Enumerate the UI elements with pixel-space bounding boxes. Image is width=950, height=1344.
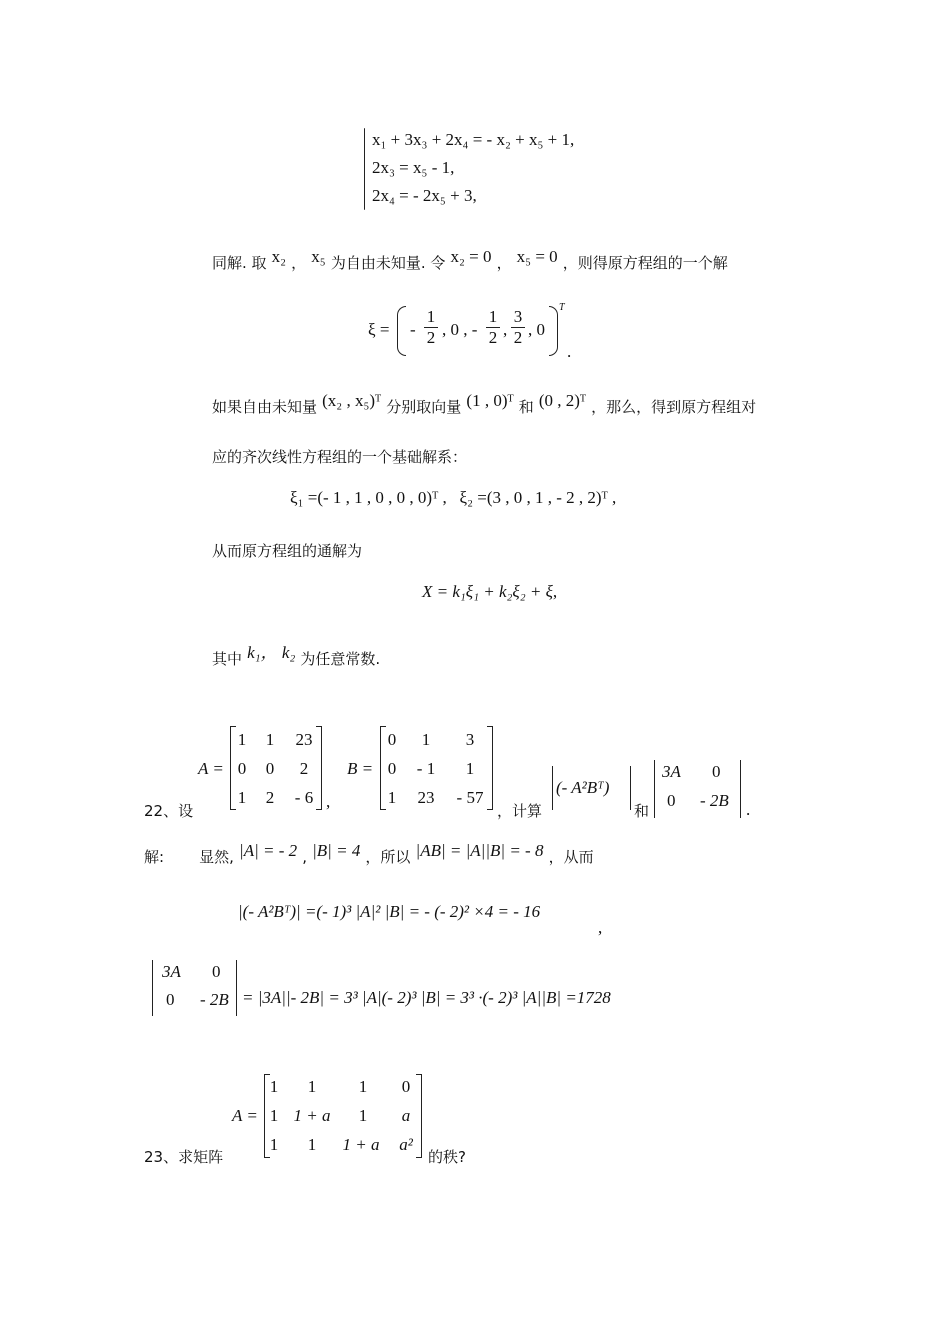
q23-cell: 1 [269, 1077, 279, 1096]
q22-det2-cell [700, 791, 729, 811]
system-eq3: 2x₄ = - 2x₅ + 3, [372, 186, 477, 205]
sol22-mat-11: - 2B [200, 990, 229, 1009]
q22-det2-11: - 2B [700, 791, 729, 810]
q23-cell: 1 [269, 1106, 279, 1125]
para2-vec: (x₂ , x₅)ᵀ [322, 391, 382, 410]
q22-label: 22、设 [144, 802, 194, 820]
q22-det1 [556, 778, 609, 798]
sol22-line3 [242, 988, 611, 1008]
sol22-line1 [144, 841, 594, 867]
para1 [212, 247, 728, 282]
sol22-detA: |A| = - 2 [239, 841, 298, 860]
q23-cell: 1 [358, 1106, 368, 1125]
q22-det2-bar-right [740, 760, 741, 818]
sol22-then: ，从而 [548, 848, 594, 866]
general-formula: X = k₁ξ₁ + k₂ξ₂ + ξ [422, 582, 553, 601]
q23-label: 23、求矩阵 [144, 1148, 224, 1166]
system-brace [364, 128, 365, 210]
xi-frac2: 1 2 [486, 307, 500, 348]
sol22-mat-cell: 0 [166, 990, 175, 1009]
para1-comma: ， [291, 254, 307, 272]
q22-A-cell: 1 [237, 730, 247, 749]
q22-end: . [746, 800, 751, 819]
general-end: , [552, 582, 558, 601]
q22-det2-cell: 0 [667, 791, 676, 810]
para2-line2: 应的齐次线性方程组的一个基础解系： [212, 448, 468, 466]
q22-comma1: , [326, 792, 331, 811]
q22-A-cell: 0 [265, 759, 275, 778]
sol22-det-bar-left [152, 960, 153, 1016]
para2-a: 如果自由未知量 [212, 398, 318, 416]
para2-and: 和 [518, 398, 534, 416]
q22-B-lhs-text: B = [347, 759, 374, 778]
basis [290, 488, 616, 508]
q23-cell: 1 [307, 1135, 317, 1154]
xi-lhs: ξ = [368, 320, 390, 339]
sol22-mat-00: 3A [162, 962, 181, 981]
para2 [212, 391, 757, 417]
xi-frac1: 1 2 [424, 307, 438, 348]
q23-A-lhs-text: A = [232, 1106, 258, 1125]
basis-xi1: ξ₁ =(- 1 , 1 , 0 , 0 , 0)ᵀ [290, 488, 439, 507]
q22-B-cell: 1 [465, 759, 475, 778]
para2-v1: (1 , 0)ᵀ [466, 391, 514, 410]
q22-B-cell: 23 [417, 788, 435, 807]
q23-cell: a² [399, 1135, 413, 1154]
q22-A-cell: 23 [295, 730, 313, 749]
sol22-detB: |B| = 4 [312, 841, 361, 860]
q22-B-cell: - 1 [416, 759, 436, 778]
q22-det2-bar-left [654, 760, 655, 818]
q23-cell: 1 [269, 1135, 279, 1154]
q22-B-cell: 0 [387, 759, 397, 778]
system-eq2: 2x₃ = x₅ - 1, [372, 158, 455, 177]
q22-det2-cell: 0 [712, 762, 721, 781]
para2-c: ，那么，得到原方程组对 [591, 398, 757, 416]
sol22-line2-text: |(- A²Bᵀ)| =(- 1)³ |A|² |B| = - (- 2)² ×4 = - 16 [238, 902, 541, 921]
q23-cell: 1 + a [342, 1135, 380, 1154]
q23-tail: 的秩? [428, 1148, 466, 1166]
para1-x2eq: x₂ = 0 [450, 247, 492, 266]
xi-paren-right [549, 306, 558, 356]
para4 [212, 644, 380, 669]
q22-A-cell: 2 [299, 759, 309, 778]
q22-A-cell: 0 [237, 759, 247, 778]
sol22-a: 显然, [199, 848, 234, 866]
q23-cell: a [401, 1106, 411, 1125]
para4-k: k₁， k₂ [247, 643, 296, 662]
q22-det2-00: 3A [662, 762, 681, 781]
xi-paren-left [397, 306, 406, 356]
q22-A-cell: 2 [265, 788, 275, 807]
basis-xi2: ξ₂ =(3 , 0 , 1 , - 2 , 2)ᵀ [459, 488, 608, 507]
q22-B-cell: 1 [421, 730, 431, 749]
para4-a: 其中 [212, 650, 243, 668]
sol22-label: 解: [144, 848, 165, 866]
para2-v2: (0 , 2)ᵀ [538, 391, 587, 410]
basis-end: , [612, 488, 617, 507]
sol22-mat-cell [200, 990, 229, 1010]
q23-cell: 1 [307, 1077, 317, 1096]
para1-lead: 同解. 取 [212, 254, 267, 272]
para1-x5eq: x₅ = 0 [516, 247, 558, 266]
q22-A-lhs [198, 759, 224, 779]
q22-B-lhs [347, 759, 373, 779]
q22-A-cell: 1 [265, 730, 275, 749]
para1-free: 为自由未知量. 令 [330, 254, 446, 272]
q22-det1-bar-left [552, 766, 553, 810]
system-eq1: x₁ + 3x₃ + 2x₄ = - x₂ + x₅ + 1, [372, 130, 575, 149]
para4-b: 为任意常数. [300, 650, 381, 668]
q22-A-lhs-text: A = [198, 759, 224, 778]
para1-x5: x₅ [311, 247, 326, 266]
para1-x2: x₂ [271, 247, 287, 266]
q22-det2-cell [662, 762, 681, 782]
q22-B-cell: 1 [387, 788, 397, 807]
q23-cell: 1 + a [293, 1106, 331, 1125]
q23-cell: 1 [358, 1077, 368, 1096]
q22-det1-bar-right [630, 766, 631, 810]
xi-dot: . [567, 342, 572, 361]
sol22-detAB: |AB| = |A||B| = - 8 [415, 841, 544, 860]
sol22-line2-end: , [598, 918, 603, 937]
q22-A-cell: - 6 [294, 788, 314, 807]
sol22-so: ，所以 [365, 848, 411, 866]
xi-neg1: - [410, 320, 416, 339]
basis-sep: , [442, 488, 447, 507]
sol22-comma: , [302, 848, 308, 866]
sol22-det-bar-right [236, 960, 237, 1016]
para1-comma2: ， [496, 254, 512, 272]
q23-cell: 0 [401, 1077, 411, 1096]
q22-B-cell: 3 [465, 730, 475, 749]
para2-b: 分别取向量 [386, 398, 462, 416]
sol22-line2 [238, 902, 540, 922]
general-solution [422, 582, 557, 602]
q22-A-cell: 1 [237, 788, 247, 807]
xi-comma: , [503, 320, 508, 339]
xi-frac3: 3 2 [511, 307, 525, 348]
q22-calc: ，计算 [497, 802, 543, 820]
sol22-line3-text: = |3A||- 2B| = 3³ |A|(- 2)³ |B| = 3³ ·(- 2)³ |A||B| =1728 [242, 988, 611, 1007]
para1-tail: ，则得原方程组的一个解 [562, 254, 728, 272]
q22-B-cell: 0 [387, 730, 397, 749]
xi-sup: T [559, 302, 565, 313]
q22-B-cell: - 57 [456, 788, 484, 807]
xi-end: , 0 [528, 320, 545, 339]
sol22-mat-cell [162, 962, 181, 982]
xi-mid: , 0 , - [442, 320, 478, 339]
q22-det1-text: (- A²Bᵀ) [556, 778, 610, 797]
q22-and: 和 [634, 802, 650, 820]
sol22-mat-cell: 0 [212, 962, 221, 981]
para3: 从而原方程组的通解为 [212, 542, 363, 560]
